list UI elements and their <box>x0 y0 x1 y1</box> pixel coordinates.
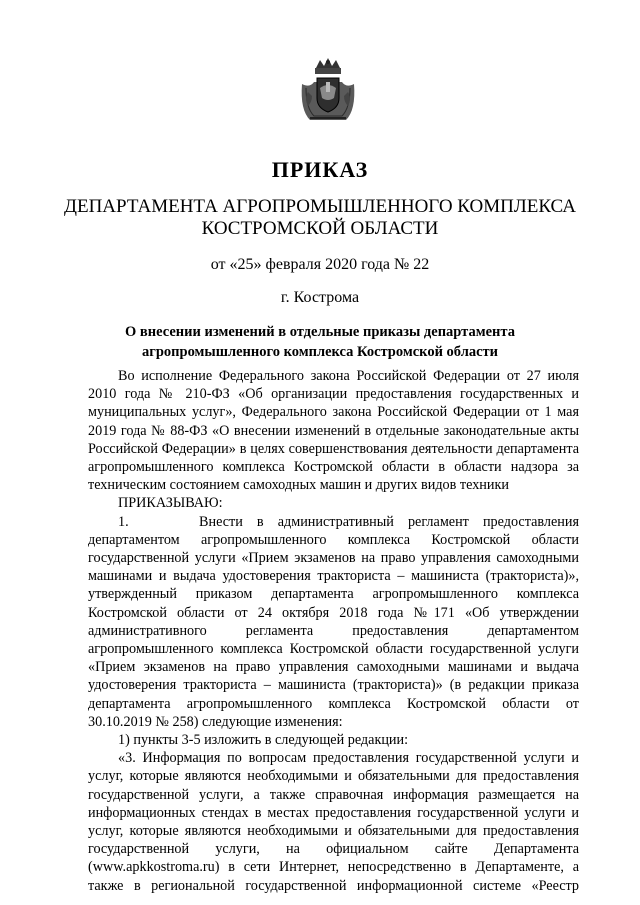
item-1-paragraph: 1. Внести в административный регламент предоставления департаментом агропромышленного комплекса Костромской области государственной услуги «Прием экзаменов на право управления самоходными машинами и выдача удостоверения тракториста – машиниста (тракториста)», утвержденный приказом департамента агропромышленного комплекса Костромской области от 24 октября 2018 года №171 «Об утверждении административного регламента предоставления департаментом агропромышленного комплекса Костромской области государственной услуги «Прием экзаменов на право управления самоходными машинами и выдача удостоверения тракториста – машиниста (тракториста)» (в редакции приказа департамента агропромышленного комплекса Костромской области от 30.10.2019 № 258) следующие изменения: <box>88 513 579 730</box>
order-subject <box>0 322 640 362</box>
department-line-1: ДЕПАРТАМЕНТА АГРОПРОМЫШЛЕННОГО КОМПЛЕКСА <box>64 196 576 217</box>
subject-line-2: агропромышленного комплекса Костромской области <box>142 344 498 360</box>
department-line-2: КОСТРОМСКОЙ ОБЛАСТИ <box>201 218 439 239</box>
order-word: ПРИКАЗЫВАЮ: <box>118 495 223 512</box>
quoted-amendment-paragraph: «3. Информация по вопросам предоставления государственной услуги и услуг, которые являются необходимыми и обязательными для предоставления государственной услуги, а также справочная информация размещается на информационных стендах в местах предоставления государственной услуги и услуг, которые являются необходимыми и обязательными для предоставления государственной услуги, на официальном сайте Департамента (www.apkkostroma.ru) в сети Интернет, непосредственно в Департаменте, а также в региональной государственной информационной системе «Реестр <box>88 750 579 894</box>
order-date-number: от «25» февраля 2020 года № 22 <box>210 256 430 273</box>
document-body <box>88 367 579 895</box>
city: г. Кострома <box>280 289 360 306</box>
subject-line-1: О внесении изменений в отдельные приказы департамента <box>125 324 515 340</box>
document-title: ПРИКАЗ <box>271 157 369 182</box>
subitem-1-paragraph: 1) пункты 3-5 изложить в следующей редакции: <box>118 732 409 749</box>
preamble-paragraph: Во исполнение Федерального закона Российской Федерации от 27 июля 2010 года № 210-ФЗ «Об организации предоставления государственных и муниципальных услуг», Федерального закона Российской Федерации от 1 мая 2019 года № 88-ФЗ «О внесении изменений в отдельные законодательные акты Российской Федерации» в целях совершенствования деятельности департамента агропромышленного комплекса Костромской области в области надзора за техническим состоянием самоходных машин и других видов техники <box>88 368 579 494</box>
department-name <box>0 196 640 240</box>
kostroma-coat-of-arms-icon <box>296 58 360 124</box>
